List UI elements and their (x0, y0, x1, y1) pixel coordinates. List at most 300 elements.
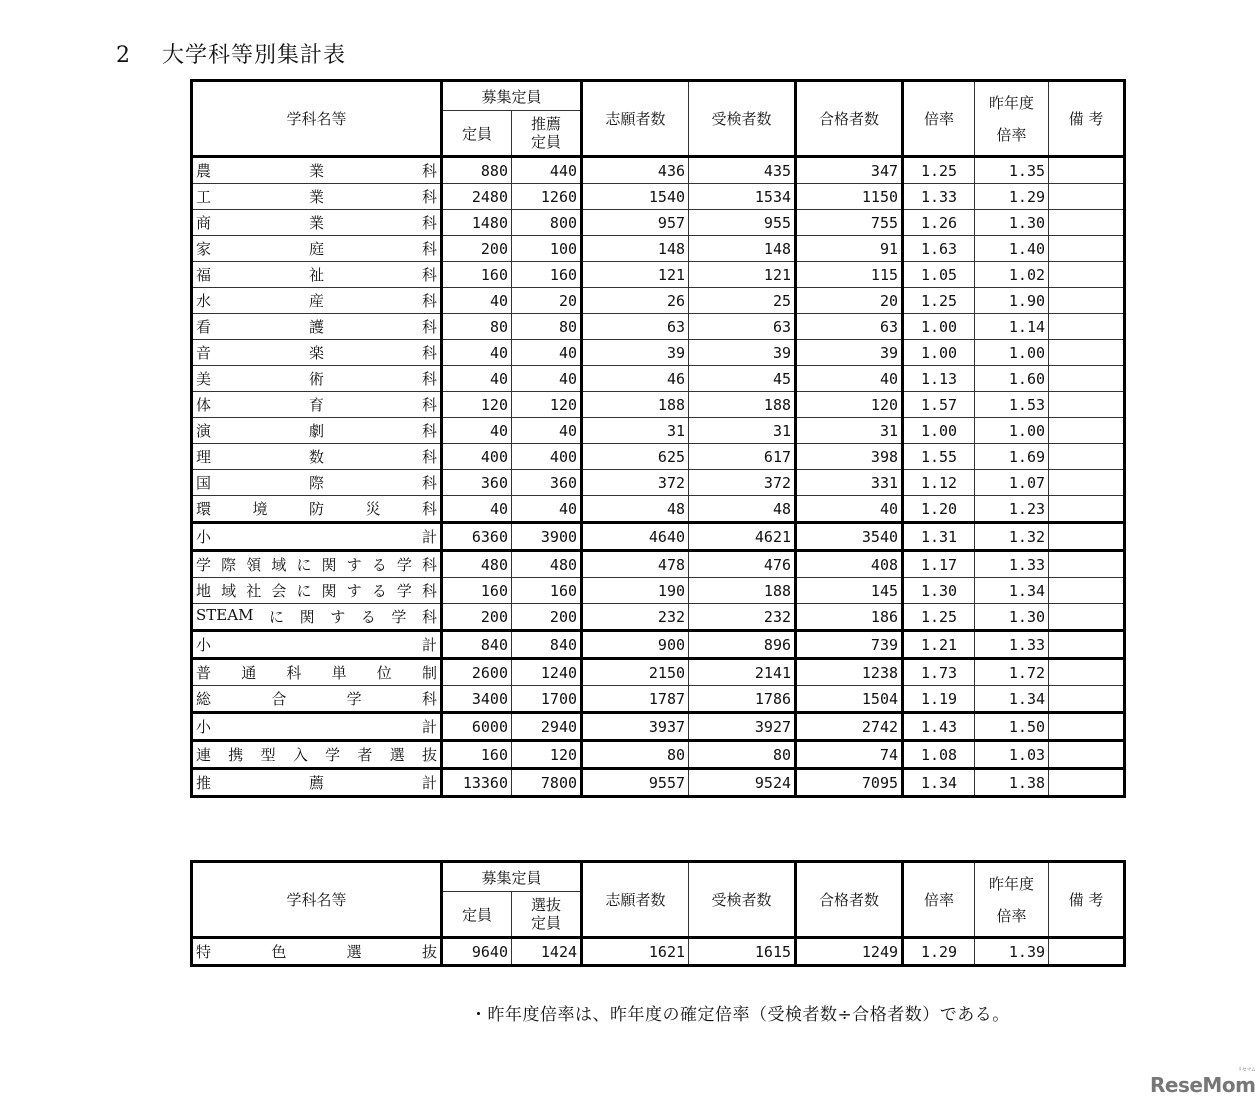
applicants-cell: 957 (582, 210, 689, 236)
examinees-cell: 188 (689, 578, 796, 604)
prev-ratio-cell: 1.50 (975, 713, 1049, 741)
dept-name-char: 制 (421, 664, 437, 682)
ratio-cell: 1.26 (903, 210, 975, 236)
dept-name-char: す (330, 608, 346, 626)
header-prev-ratio (975, 81, 1049, 157)
table-row (192, 496, 1125, 523)
examinees-cell: 45 (689, 366, 796, 392)
table-row (192, 551, 1125, 578)
prev-ratio-cell: 1.72 (975, 659, 1049, 686)
dept-name-cell (192, 578, 442, 604)
dept-name-cell (192, 392, 442, 418)
capacity-cell: 160 (442, 578, 512, 604)
examinees-cell: 2141 (689, 659, 796, 686)
prev-ratio-cell: 1.38 (975, 769, 1049, 797)
header-prev-ratio-top: 昨年度 (989, 874, 1035, 893)
capacity-cell: 1480 (442, 210, 512, 236)
ratio-cell: 1.08 (903, 741, 975, 769)
dept-name-char: 総 (196, 690, 212, 708)
dept-name-char: STEAM (196, 606, 254, 624)
remarks-cell (1049, 236, 1125, 262)
dept-name-char: 選 (389, 746, 405, 764)
examinees-cell: 148 (689, 236, 796, 262)
dept-name-char: 祉 (308, 266, 324, 284)
dept-name-char: 科 (421, 474, 437, 492)
dept-name-char: 学 (325, 746, 341, 764)
examinees-cell: 232 (689, 604, 796, 631)
capacity-cell: 200 (442, 604, 512, 631)
applicants-cell: 1787 (582, 686, 689, 713)
dept-name-char: 際 (221, 556, 237, 574)
dept-name-cell (192, 523, 442, 551)
dept-name-char: 農 (196, 162, 212, 180)
examinees-cell: 31 (689, 418, 796, 444)
examinees-cell: 372 (689, 470, 796, 496)
dept-name-char: 商 (196, 214, 212, 232)
dept-name-char: 国 (196, 474, 212, 492)
passed-cell: 408 (796, 551, 903, 578)
header-rec-capacity-label: 推薦定員 (530, 115, 561, 151)
ratio-cell: 1.73 (903, 659, 975, 686)
examinees-cell: 955 (689, 210, 796, 236)
dept-name-char: 災 (365, 500, 381, 518)
prev-ratio-cell: 1.39 (975, 938, 1049, 966)
subtotal-row (192, 631, 1125, 659)
sub-capacity-cell: 120 (512, 392, 582, 418)
header-prev-ratio-bottom: 倍率 (996, 906, 1027, 925)
applicants-cell: 190 (582, 578, 689, 604)
dept-name-char: 計 (421, 718, 437, 736)
watermark-text: ReseMom (1150, 1073, 1256, 1097)
dept-name-char: 科 (421, 370, 437, 388)
dept-name-char: 小 (196, 528, 212, 546)
dept-name-char: 学 (196, 556, 212, 574)
table-row (192, 418, 1125, 444)
passed-cell: 398 (796, 444, 903, 470)
table-row (192, 340, 1125, 366)
table-row (192, 659, 1125, 686)
ratio-cell: 1.43 (903, 713, 975, 741)
sub-capacity-cell: 40 (512, 496, 582, 523)
applicants-cell: 2150 (582, 659, 689, 686)
capacity-cell: 480 (442, 551, 512, 578)
passed-cell: 20 (796, 288, 903, 314)
ratio-cell: 1.17 (903, 551, 975, 578)
table-body (192, 157, 1125, 797)
dept-name-char: 領 (246, 556, 262, 574)
table-row (192, 262, 1125, 288)
dept-name-cell (192, 551, 442, 578)
capacity-cell: 3400 (442, 686, 512, 713)
ratio-cell: 1.21 (903, 631, 975, 659)
dept-name-char: に (296, 582, 312, 600)
passed-cell: 7095 (796, 769, 903, 797)
section-heading: 大学科等別集計表 (162, 43, 347, 68)
table-row (192, 314, 1125, 340)
applicants-cell: 1621 (582, 938, 689, 966)
dept-name-char: 者 (357, 746, 373, 764)
examinees-cell: 80 (689, 741, 796, 769)
sub-capacity-cell: 360 (512, 470, 582, 496)
applicants-cell: 1540 (582, 184, 689, 210)
header-sel-capacity-label: 選抜定員 (530, 896, 561, 932)
prev-ratio-cell: 1.30 (975, 210, 1049, 236)
subtotal-row (192, 713, 1125, 741)
passed-cell: 120 (796, 392, 903, 418)
ratio-cell: 1.05 (903, 262, 975, 288)
sub-capacity-cell: 80 (512, 314, 582, 340)
applicants-cell: 9557 (582, 769, 689, 797)
capacity-cell: 120 (442, 392, 512, 418)
dept-name-char: 学 (391, 608, 407, 626)
dept-name-cell (192, 366, 442, 392)
ratio-cell: 1.57 (903, 392, 975, 418)
remarks-cell (1049, 631, 1125, 659)
dept-name-char: 合 (271, 690, 287, 708)
prev-ratio-cell: 1.60 (975, 366, 1049, 392)
remarks-cell (1049, 604, 1125, 631)
passed-cell: 1150 (796, 184, 903, 210)
prev-ratio-cell: 1.34 (975, 686, 1049, 713)
ratio-cell: 1.31 (903, 523, 975, 551)
dept-name-char: 科 (421, 448, 437, 466)
passed-cell: 331 (796, 470, 903, 496)
subtotal-row (192, 523, 1125, 551)
dept-name-char: 科 (421, 582, 437, 600)
examinees-cell: 617 (689, 444, 796, 470)
ratio-cell: 1.63 (903, 236, 975, 262)
table-row (192, 210, 1125, 236)
header-examinees: 受検者数 (689, 862, 796, 938)
header-rec-capacity (512, 111, 582, 157)
dept-name-cell (192, 340, 442, 366)
header-examinees: 受検者数 (689, 81, 796, 157)
dept-name-char: 劇 (308, 422, 324, 440)
prev-ratio-cell: 1.33 (975, 631, 1049, 659)
footnote: ・昨年度倍率は、昨年度の確定倍率（受検者数÷合格者数）である。 (470, 1005, 1010, 1025)
ratio-cell: 1.25 (903, 288, 975, 314)
dept-name-char: 普 (196, 664, 212, 682)
applicants-cell: 148 (582, 236, 689, 262)
dept-name-char: 水 (196, 292, 212, 310)
dept-name-cell (192, 314, 442, 340)
sub-capacity-cell: 7800 (512, 769, 582, 797)
dept-name-char: 関 (321, 556, 337, 574)
dept-name-char: 薦 (308, 774, 324, 792)
sub-capacity-cell: 160 (512, 262, 582, 288)
applicants-cell: 3937 (582, 713, 689, 741)
dept-name-char: 抜 (421, 746, 437, 764)
applicants-cell: 900 (582, 631, 689, 659)
dept-name-char: 境 (252, 500, 268, 518)
examinees-cell: 25 (689, 288, 796, 314)
capacity-cell: 880 (442, 157, 512, 184)
examinees-cell: 476 (689, 551, 796, 578)
passed-cell: 145 (796, 578, 903, 604)
capacity-cell: 6360 (442, 523, 512, 551)
prev-ratio-cell: 1.03 (975, 741, 1049, 769)
dept-name-char: 庭 (308, 240, 324, 258)
dept-name-char: 防 (308, 500, 324, 518)
dept-name-char: 関 (321, 582, 337, 600)
ratio-cell: 1.25 (903, 604, 975, 631)
dept-name-char: 家 (196, 240, 212, 258)
capacity-cell: 40 (442, 496, 512, 523)
dept-name-char: 社 (246, 582, 262, 600)
ratio-cell: 1.33 (903, 184, 975, 210)
passed-cell: 40 (796, 366, 903, 392)
ratio-cell: 1.20 (903, 496, 975, 523)
remarks-cell (1049, 340, 1125, 366)
applicants-cell: 625 (582, 444, 689, 470)
sub-capacity-cell: 160 (512, 578, 582, 604)
header-capacity: 定員 (442, 892, 512, 938)
dept-name-char: 術 (308, 370, 324, 388)
sub-capacity-cell: 840 (512, 631, 582, 659)
capacity-cell: 80 (442, 314, 512, 340)
table-row (192, 392, 1125, 418)
dept-name-char: 単 (331, 664, 347, 682)
ratio-cell: 1.00 (903, 314, 975, 340)
remarks-cell (1049, 366, 1125, 392)
capacity-cell: 40 (442, 366, 512, 392)
header-ratio: 倍率 (903, 862, 975, 938)
dept-name-char: 入 (292, 746, 308, 764)
capacity-cell: 13360 (442, 769, 512, 797)
remarks-cell (1049, 551, 1125, 578)
resemom-watermark-logo (1150, 1067, 1256, 1097)
remarks-cell (1049, 713, 1125, 741)
examinees-cell: 188 (689, 392, 796, 418)
table-row (192, 157, 1125, 184)
remarks-cell (1049, 470, 1125, 496)
dept-name-char: 科 (421, 162, 437, 180)
applicants-cell: 4640 (582, 523, 689, 551)
passed-cell: 755 (796, 210, 903, 236)
dept-name-char: 科 (421, 292, 437, 310)
dept-name-cell (192, 210, 442, 236)
prev-ratio-cell: 1.00 (975, 418, 1049, 444)
dept-name-char: 科 (421, 266, 437, 284)
dept-name-char: 科 (421, 214, 437, 232)
sub-capacity-cell: 1240 (512, 659, 582, 686)
header-capacity: 定員 (442, 111, 512, 157)
dept-name-cell (192, 659, 442, 686)
sub-capacity-cell: 3900 (512, 523, 582, 551)
dept-name-char: 抜 (421, 943, 437, 961)
examinees-cell: 1534 (689, 184, 796, 210)
examinees-cell: 435 (689, 157, 796, 184)
passed-cell: 347 (796, 157, 903, 184)
dept-name-cell (192, 236, 442, 262)
dept-name-cell (192, 686, 442, 713)
dept-name-char: 関 (299, 608, 315, 626)
prev-ratio-cell: 1.02 (975, 262, 1049, 288)
remarks-cell (1049, 938, 1125, 966)
remarks-cell (1049, 496, 1125, 523)
watermark-kana: リセマム (1237, 1067, 1256, 1073)
passed-cell: 3540 (796, 523, 903, 551)
remarks-cell (1049, 288, 1125, 314)
sub-capacity-cell: 1260 (512, 184, 582, 210)
dept-name-char: る (360, 608, 376, 626)
prev-ratio-cell: 1.23 (975, 496, 1049, 523)
dept-name-cell (192, 262, 442, 288)
header-remarks: 備 考 (1049, 862, 1125, 938)
dept-name-char: 科 (286, 664, 302, 682)
applicants-cell: 48 (582, 496, 689, 523)
capacity-cell: 40 (442, 288, 512, 314)
dept-name-cell (192, 631, 442, 659)
dept-name-char: 福 (196, 266, 212, 284)
header-dept-name: 学科名等 (192, 81, 442, 157)
dept-name-char: 護 (308, 318, 324, 336)
special-selection-table (190, 860, 1126, 967)
dept-name-char: 理 (196, 448, 212, 466)
dept-name-char: 業 (308, 162, 324, 180)
remarks-cell (1049, 184, 1125, 210)
ratio-cell: 1.34 (903, 769, 975, 797)
dept-name-cell (192, 769, 442, 797)
remarks-cell (1049, 210, 1125, 236)
dept-name-char: 際 (308, 474, 324, 492)
dept-name-char: 業 (308, 214, 324, 232)
applicants-cell: 46 (582, 366, 689, 392)
examinees-cell: 896 (689, 631, 796, 659)
dept-name-char: 連 (196, 746, 212, 764)
passed-cell: 115 (796, 262, 903, 288)
passed-cell: 63 (796, 314, 903, 340)
dept-name-char: 特 (196, 943, 212, 961)
examinees-cell: 1615 (689, 938, 796, 966)
dept-name-char: 楽 (308, 344, 324, 362)
dept-name-char: 科 (421, 500, 437, 518)
dept-name-char: 工 (196, 188, 212, 206)
applicants-cell: 26 (582, 288, 689, 314)
header-prev-ratio-top: 昨年度 (989, 93, 1035, 112)
passed-cell: 739 (796, 631, 903, 659)
remarks-cell (1049, 262, 1125, 288)
prev-ratio-cell: 1.29 (975, 184, 1049, 210)
dept-name-char: 計 (421, 774, 437, 792)
sub-capacity-cell: 2940 (512, 713, 582, 741)
table-body (192, 938, 1125, 966)
department-summary-table (190, 79, 1126, 798)
capacity-cell: 40 (442, 340, 512, 366)
ratio-cell: 1.00 (903, 418, 975, 444)
table-row (192, 604, 1125, 631)
header-passed: 合格者数 (796, 81, 903, 157)
applicants-cell: 63 (582, 314, 689, 340)
ratio-cell: 1.12 (903, 470, 975, 496)
remarks-cell (1049, 578, 1125, 604)
sub-capacity-cell: 400 (512, 444, 582, 470)
dept-name-char: 学 (396, 556, 412, 574)
prev-ratio-cell: 1.32 (975, 523, 1049, 551)
header-prev-ratio-bottom: 倍率 (996, 125, 1027, 144)
dept-name-char: 演 (196, 422, 212, 440)
sub-capacity-cell: 40 (512, 418, 582, 444)
dept-name-cell (192, 470, 442, 496)
capacity-cell: 360 (442, 470, 512, 496)
applicants-cell: 478 (582, 551, 689, 578)
dept-name-char: 産 (308, 292, 324, 310)
passed-cell: 39 (796, 340, 903, 366)
dept-name-char: 科 (421, 556, 437, 574)
section-number: 2 (116, 43, 131, 68)
examinees-cell: 39 (689, 340, 796, 366)
prev-ratio-cell: 1.30 (975, 604, 1049, 631)
examinees-cell: 63 (689, 314, 796, 340)
prev-ratio-cell: 1.69 (975, 444, 1049, 470)
dept-name-char: る (371, 556, 387, 574)
table-row (192, 288, 1125, 314)
dept-name-char: 科 (421, 188, 437, 206)
dept-name-char: 地 (196, 582, 212, 600)
dept-name-char: 美 (196, 370, 212, 388)
table-row (192, 366, 1125, 392)
ratio-cell: 1.55 (903, 444, 975, 470)
dept-name-char: 学 (396, 582, 412, 600)
sub-capacity-cell: 200 (512, 604, 582, 631)
applicants-cell: 39 (582, 340, 689, 366)
section-title (116, 38, 346, 69)
dept-name-cell (192, 184, 442, 210)
dept-name-char: る (371, 582, 387, 600)
examinees-cell: 3927 (689, 713, 796, 741)
ratio-cell: 1.30 (903, 578, 975, 604)
prev-ratio-cell: 1.00 (975, 340, 1049, 366)
applicants-cell: 436 (582, 157, 689, 184)
dept-name-char: 育 (308, 396, 324, 414)
ratio-cell: 1.29 (903, 938, 975, 966)
dept-name-char: 域 (221, 582, 237, 600)
dept-name-cell (192, 157, 442, 184)
capacity-cell: 160 (442, 741, 512, 769)
dept-name-char: す (346, 556, 362, 574)
sub-capacity-cell: 100 (512, 236, 582, 262)
dept-name-cell (192, 418, 442, 444)
dept-name-cell (192, 444, 442, 470)
dept-name-char: 科 (421, 240, 437, 258)
dept-name-char: 科 (421, 608, 437, 626)
dept-name-char: 看 (196, 318, 212, 336)
dept-name-cell (192, 496, 442, 523)
remarks-cell (1049, 769, 1125, 797)
dept-name-cell (192, 713, 442, 741)
passed-cell: 91 (796, 236, 903, 262)
applicants-cell: 31 (582, 418, 689, 444)
header-passed: 合格者数 (796, 862, 903, 938)
dept-name-char: 計 (421, 636, 437, 654)
header-sel-capacity (512, 892, 582, 938)
examinees-cell: 48 (689, 496, 796, 523)
dept-name-char: 科 (421, 396, 437, 414)
applicants-cell: 372 (582, 470, 689, 496)
dept-name-char: 携 (228, 746, 244, 764)
examinees-cell: 9524 (689, 769, 796, 797)
applicants-cell: 80 (582, 741, 689, 769)
ratio-cell: 1.00 (903, 340, 975, 366)
header-remarks: 備 考 (1049, 81, 1125, 157)
capacity-cell: 2480 (442, 184, 512, 210)
remarks-cell (1049, 741, 1125, 769)
remarks-cell (1049, 392, 1125, 418)
dept-name-cell (192, 938, 442, 966)
dept-name-char: に (296, 556, 312, 574)
dept-name-char: 科 (421, 318, 437, 336)
dept-name-char: 体 (196, 396, 212, 414)
